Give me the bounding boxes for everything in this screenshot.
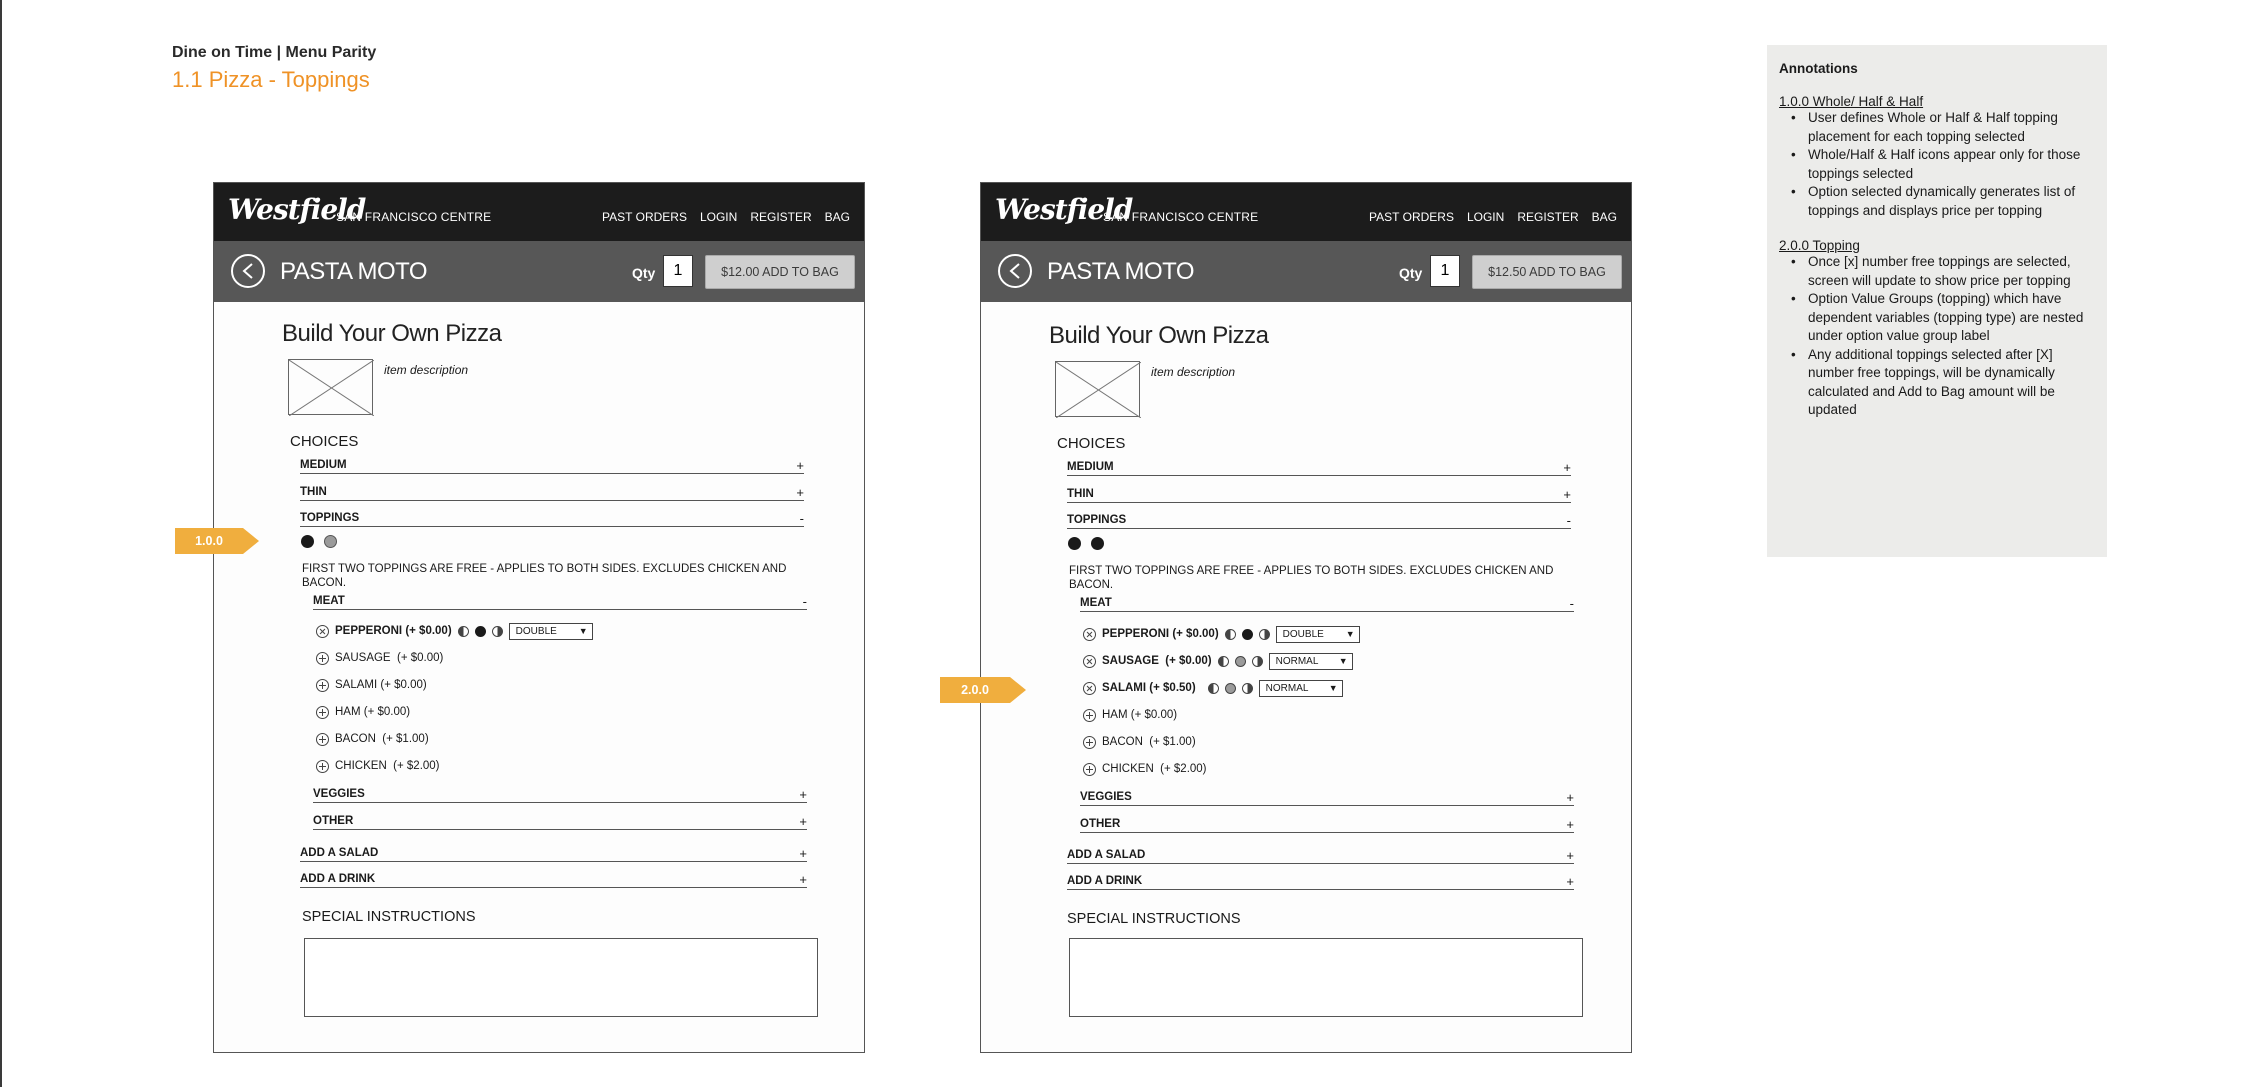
topping-row-salami[interactable]: SALAMI (+ $0.50) NORMAL ▼: [1083, 680, 1343, 696]
back-button[interactable]: [231, 254, 265, 288]
annotation-heading-2: 2.0.0 Topping: [1779, 238, 1860, 253]
choices-label: CHOICES: [1057, 435, 1126, 452]
left-half-icon[interactable]: [1208, 683, 1219, 694]
annotation-item: • Once [x] number free toppings are selected, screen will update to show price per topping: [1808, 253, 2095, 290]
topping-row-chicken[interactable]: CHICKEN (+ $2.00): [1083, 761, 1213, 777]
whole-placement-dot[interactable]: [1068, 537, 1081, 550]
nav-bag[interactable]: BAG: [1591, 210, 1617, 224]
topping-row-ham[interactable]: HAM (+ $0.00): [1083, 707, 1183, 723]
restaurant-name: PASTA MOTO: [280, 258, 428, 285]
half-placement-dot[interactable]: [1091, 537, 1104, 550]
wireframe-screen-2: [980, 182, 1632, 1053]
nav-register[interactable]: REGISTER: [1517, 210, 1579, 224]
half-placement-dot[interactable]: [324, 535, 337, 548]
section-veggies[interactable]: VEGGIES +: [313, 787, 807, 802]
top-navigation-bar: [214, 183, 864, 241]
add-topping-icon[interactable]: [1083, 763, 1096, 776]
remove-topping-icon[interactable]: [1083, 682, 1096, 695]
annotation-marker-2: 2.0.0: [940, 677, 1010, 703]
section-toppings[interactable]: TOPPINGS -: [300, 511, 804, 526]
remove-topping-icon[interactable]: [1083, 655, 1096, 668]
right-half-icon[interactable]: [1242, 683, 1253, 694]
dropdown-arrow-icon: ▼: [1328, 683, 1338, 693]
annotation-item: • User defines Whole or Half & Half topping placement for each topping selected: [1808, 109, 2095, 146]
topping-row-chicken[interactable]: CHICKEN (+ $2.00): [316, 758, 446, 774]
section-add-drink[interactable]: ADD A DRINK +: [300, 872, 807, 887]
centre-name: SAN FRANCISCO CENTRE: [1103, 210, 1259, 224]
whole-pizza-icon[interactable]: [1242, 629, 1253, 640]
image-placeholder-icon: [289, 360, 374, 416]
dropdown-arrow-icon: ▼: [578, 626, 588, 636]
document-subtitle: 1.1 Pizza - Toppings: [172, 67, 370, 92]
section-toppings[interactable]: TOPPINGS -: [1067, 513, 1571, 528]
section-add-salad[interactable]: ADD A SALAD +: [1067, 848, 1574, 863]
item-description: item description: [1151, 365, 1236, 379]
toppings-note: FIRST TWO TOPPINGS ARE FREE - APPLIES TO BOTH SIDES. EXCLUDES CHICKEN AND BACON.: [1069, 565, 1554, 591]
topping-row-pepperoni[interactable]: PEPPERONI (+ $0.00) DOUBLE ▼: [316, 623, 593, 639]
back-button[interactable]: [998, 254, 1032, 288]
left-half-icon[interactable]: [1225, 629, 1236, 640]
annotation-item: • Any additional toppings selected after [X] number free toppings, will be dynamically calculated and Add to Bag amount will be updated: [1808, 346, 2095, 420]
add-topping-icon[interactable]: [316, 733, 329, 746]
dropdown-arrow-icon: ▼: [1345, 629, 1355, 639]
restaurant-bar: [981, 241, 1631, 302]
section-meat[interactable]: MEAT -: [313, 594, 807, 609]
restaurant-bar: [214, 241, 864, 302]
qty-input[interactable]: 1: [1430, 255, 1460, 287]
special-instructions-textarea[interactable]: [304, 938, 818, 1017]
chevron-left-icon: [241, 263, 255, 279]
section-add-salad[interactable]: ADD A SALAD +: [300, 846, 807, 861]
topping-row-pepperoni[interactable]: PEPPERONI (+ $0.00) DOUBLE ▼: [1083, 626, 1360, 642]
westfield-logo[interactable]: Westfield: [995, 193, 1133, 226]
annotation-marker-1: 1.0.0: [175, 528, 243, 554]
add-topping-icon[interactable]: [1083, 709, 1096, 722]
annotations-title: Annotations: [1779, 61, 1858, 76]
top-navigation-bar: [981, 183, 1631, 241]
amount-select[interactable]: NORMAL ▼: [1269, 653, 1353, 670]
add-topping-icon[interactable]: [316, 706, 329, 719]
left-half-icon[interactable]: [458, 626, 469, 637]
wireframe-screen-1: [213, 182, 865, 1053]
qty-label: Qty: [632, 265, 656, 281]
centre-name: SAN FRANCISCO CENTRE: [336, 210, 492, 224]
topping-row-sausage[interactable]: SAUSAGE (+ $0.00): [316, 650, 449, 666]
section-thin[interactable]: THIN +: [1067, 487, 1571, 502]
topping-row-ham[interactable]: HAM (+ $0.00): [316, 704, 416, 720]
topping-row-bacon[interactable]: BACON (+ $1.00): [316, 731, 435, 747]
choices-label: CHOICES: [290, 433, 359, 450]
restaurant-name: PASTA MOTO: [1047, 258, 1195, 285]
section-medium[interactable]: MEDIUM +: [1067, 460, 1571, 475]
right-half-icon[interactable]: [1252, 656, 1263, 667]
top-nav-links: [602, 210, 850, 224]
whole-pizza-icon[interactable]: [1225, 683, 1236, 694]
chevron-left-icon: [1008, 263, 1022, 279]
annotation-item: • Option Value Groups (topping) which have dependent variables (topping type) are nested under option value group label: [1808, 290, 2095, 346]
add-to-bag-button[interactable]: $12.50 ADD TO BAG: [1472, 255, 1622, 289]
section-other[interactable]: OTHER +: [1080, 817, 1574, 832]
add-topping-icon[interactable]: [316, 760, 329, 773]
nav-login[interactable]: LOGIN: [699, 210, 738, 224]
annotation-item: • Option selected dynamically generates list of toppings and displays price per topping: [1808, 183, 2095, 220]
section-add-drink[interactable]: ADD A DRINK +: [1067, 874, 1574, 889]
top-nav-links: [1369, 210, 1617, 224]
special-instructions-label: SPECIAL INSTRUCTIONS: [1067, 911, 1241, 927]
topping-row-bacon[interactable]: BACON (+ $1.00): [1083, 734, 1202, 750]
item-image-placeholder: [288, 359, 373, 415]
nav-past-orders[interactable]: PAST ORDERS: [1369, 210, 1454, 224]
item-image-placeholder: [1055, 361, 1140, 417]
section-meat[interactable]: MEAT -: [1080, 596, 1574, 611]
amount-select[interactable]: NORMAL ▼: [1259, 680, 1343, 697]
section-veggies[interactable]: VEGGIES +: [1080, 790, 1574, 805]
annotation-heading-1: 1.0.0 Whole/ Half & Half: [1779, 94, 1924, 109]
whole-placement-dot[interactable]: [301, 535, 314, 548]
item-title: Build Your Own Pizza: [1049, 322, 1269, 349]
image-placeholder-icon: [1056, 362, 1141, 418]
qty-input[interactable]: 1: [663, 255, 693, 287]
add-topping-icon[interactable]: [316, 679, 329, 692]
left-half-icon[interactable]: [1218, 656, 1229, 667]
remove-topping-icon[interactable]: [316, 625, 329, 638]
westfield-logo[interactable]: Westfield: [228, 193, 366, 226]
right-half-icon[interactable]: [1259, 629, 1270, 640]
annotation-list-1: [1779, 109, 2095, 220]
toppings-note: FIRST TWO TOPPINGS ARE FREE - APPLIES TO BOTH SIDES. EXCLUDES CHICKEN AND BACON.: [302, 563, 787, 589]
nav-past-orders[interactable]: PAST ORDERS: [602, 210, 687, 224]
remove-topping-icon[interactable]: [1083, 628, 1096, 641]
add-to-bag-button[interactable]: $12.00 ADD TO BAG: [705, 255, 855, 289]
topping-row-sausage[interactable]: SAUSAGE (+ $0.00) NORMAL ▼: [1083, 653, 1353, 669]
item-title: Build Your Own Pizza: [282, 320, 502, 347]
nav-register[interactable]: REGISTER: [750, 210, 812, 224]
nav-login[interactable]: LOGIN: [1466, 210, 1505, 224]
qty-label: Qty: [1399, 265, 1423, 281]
annotations-panel: [1767, 45, 2107, 557]
dropdown-arrow-icon: ▼: [1338, 656, 1348, 666]
add-topping-icon[interactable]: [316, 652, 329, 665]
annotation-list-2: [1779, 253, 2095, 420]
amount-select[interactable]: DOUBLE ▼: [1276, 626, 1360, 643]
section-other[interactable]: OTHER +: [313, 814, 807, 829]
item-description: item description: [384, 363, 469, 377]
document-title: Dine on Time | Menu Parity: [172, 44, 377, 61]
special-instructions-label: SPECIAL INSTRUCTIONS: [302, 909, 476, 925]
right-half-icon[interactable]: [492, 626, 503, 637]
section-thin[interactable]: THIN +: [300, 485, 804, 500]
annotation-item: • Whole/Half & Half icons appear only for those toppings selected: [1808, 146, 2095, 183]
nav-bag[interactable]: BAG: [824, 210, 850, 224]
whole-pizza-icon[interactable]: [475, 626, 486, 637]
page-left-border: [0, 0, 2, 1087]
amount-select[interactable]: DOUBLE ▼: [509, 623, 593, 640]
special-instructions-textarea[interactable]: [1069, 938, 1583, 1017]
topping-row-salami[interactable]: SALAMI (+ $0.00): [316, 677, 433, 693]
section-medium[interactable]: MEDIUM +: [300, 458, 804, 473]
whole-pizza-icon[interactable]: [1235, 656, 1246, 667]
add-topping-icon[interactable]: [1083, 736, 1096, 749]
